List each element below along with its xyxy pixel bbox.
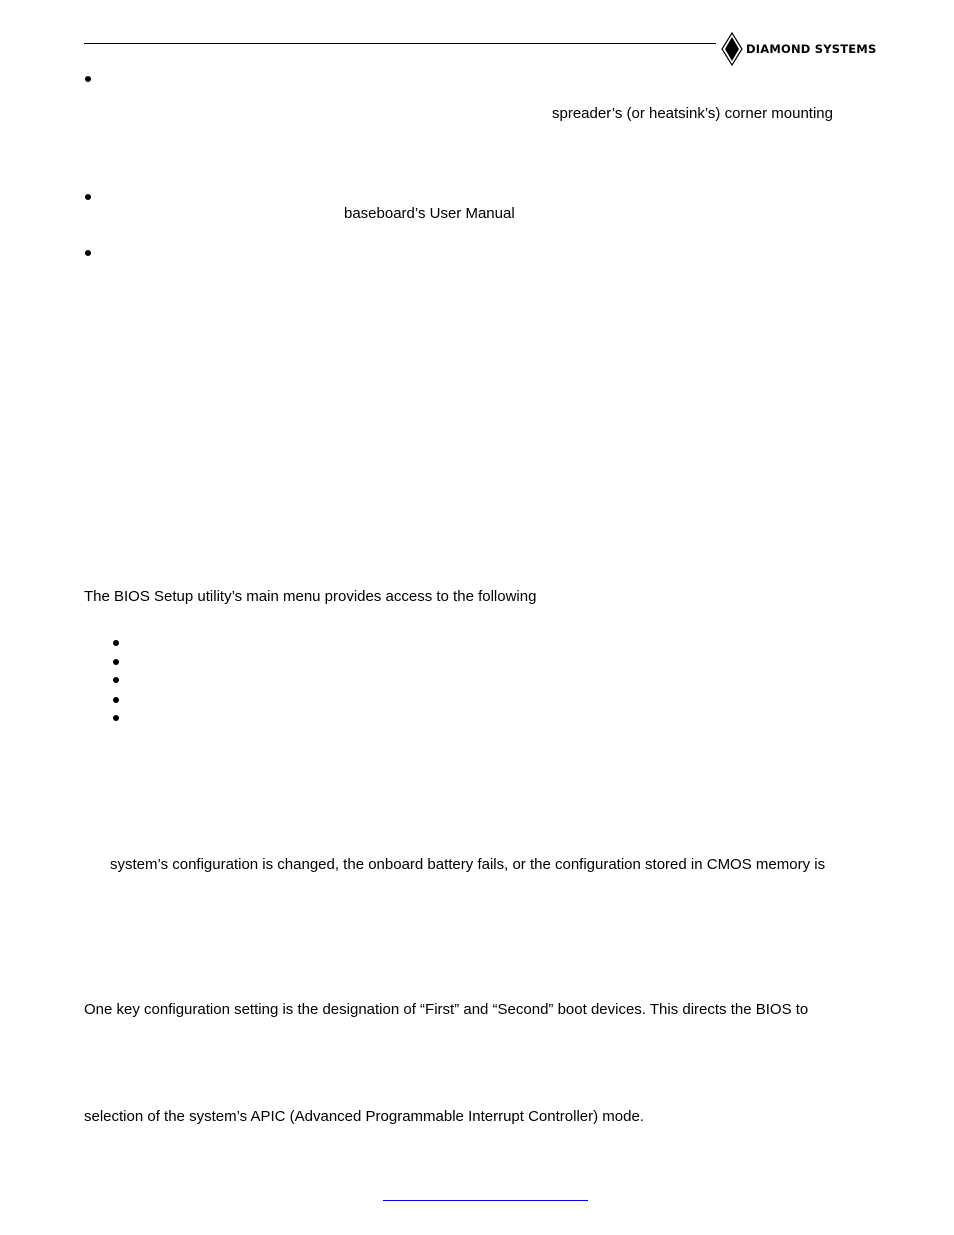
footer-link[interactable] (383, 1200, 588, 1201)
header-rule (84, 43, 716, 44)
bullet-icon (85, 250, 91, 256)
brand-name: DIAMOND SYSTEMS (746, 42, 877, 56)
bullet-icon (85, 194, 91, 200)
apic-paragraph: selection of the system’s APIC (Advanced Programmable Interrupt Controller) mode. (84, 1108, 644, 1125)
menu-bullet-icon (113, 697, 119, 703)
brand-logo (721, 32, 881, 66)
bullet-text-1: spreader’s (or heatsink’s) corner mounting (552, 105, 833, 122)
menu-bullet-icon (113, 659, 119, 665)
boot-devices-paragraph: One key configuration setting is the designation of “First” and “Second” boot devices. This directs the BIOS to (84, 1001, 809, 1018)
bios-intro-paragraph: The BIOS Setup utility’s main menu provides access to the following (84, 588, 537, 605)
menu-bullet-icon (113, 677, 119, 683)
bullet-text-2: baseboard’s User Manual (344, 205, 515, 222)
diamond-logo-icon (721, 32, 743, 66)
bullet-icon (85, 76, 91, 82)
cmos-paragraph: system’s configuration is changed, the onboard battery fails, or the configuration stored in CMOS memory is (110, 856, 826, 873)
menu-bullet-icon (113, 640, 119, 646)
menu-bullet-icon (113, 715, 119, 721)
